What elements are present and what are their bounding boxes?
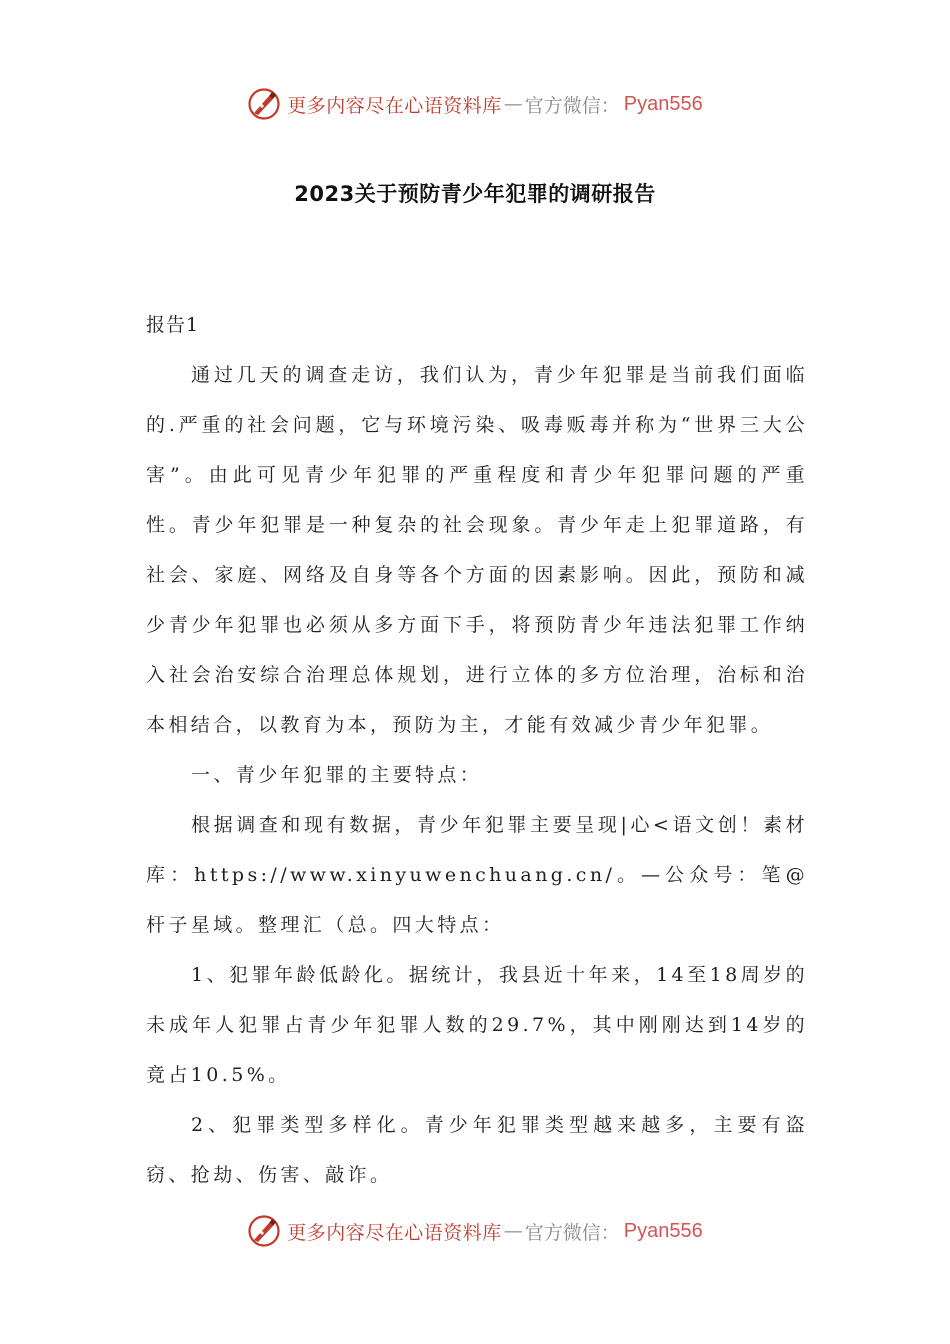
header-banner [0,82,950,126]
pen-nib-logo-icon [247,87,281,121]
body-paragraph: 根据调查和现有数据，青少年犯罪主要呈现|心<语文创！素材库：https://www.xinyuwenchuang.cn/。—公众号：笔@杆子星域。整理汇（总。四大特点： [146,814,808,936]
banner-wechat-id: Pyan556 [623,1219,703,1242]
banner-wechat-id: Pyan556 [623,92,703,115]
banner-text: 更多内容尽在心语资料库 [287,94,502,117]
banner-separator: — [503,1220,523,1242]
body-paragraph: 1、犯罪年龄低龄化。据统计，我县近十年来，14至18周岁的未成年人犯罪占青少年犯罪人数的29.7%，其中刚刚达到14岁的竟占10.5%。 [146,964,808,1086]
banner-wechat-label: 官方微信： [524,1221,620,1244]
banner-wechat-label: 官方微信： [524,94,620,117]
body-paragraph: 通过几天的调查走访，我们认为，青少年犯罪是当前我们面临的.严重的社会问题，它与环境污染、吸毒贩毒并称为“世界三大公害”。由此可见青少年犯罪的严重程度和青少年犯罪问题的严重性。青少年犯罪是一种复杂的社会现象。青少年走上犯罪道路，有社会、家庭、网络及自身等各个方面的因素影响。因此，预防和减少青少年犯罪也必须从多方面下手，将预防青少年违法犯罪工作纳入社会治安综合治理总体规划，进行立体的多方位治理，治标和治本相结合，以教育为本，预防为主，才能有效减少青少年犯罪。 [146,364,808,736]
banner-text: 更多内容尽在心语资料库 [287,1221,502,1244]
section-heading: 一、青少年犯罪的主要特点： [191,764,483,786]
body-paragraph: 2、犯罪类型多样化。青少年犯罪类型越来越多，主要有盗窃、抢劫、伤害、敲诈。 [146,1114,808,1186]
document-title: 2023关于预防青少年犯罪的调研报告 [294,182,656,206]
document-body [146,300,808,1200]
footer-banner [0,1209,950,1253]
pen-nib-logo-icon [247,1214,281,1248]
report-label: 报告1 [146,314,200,336]
banner-separator: — [503,93,523,115]
